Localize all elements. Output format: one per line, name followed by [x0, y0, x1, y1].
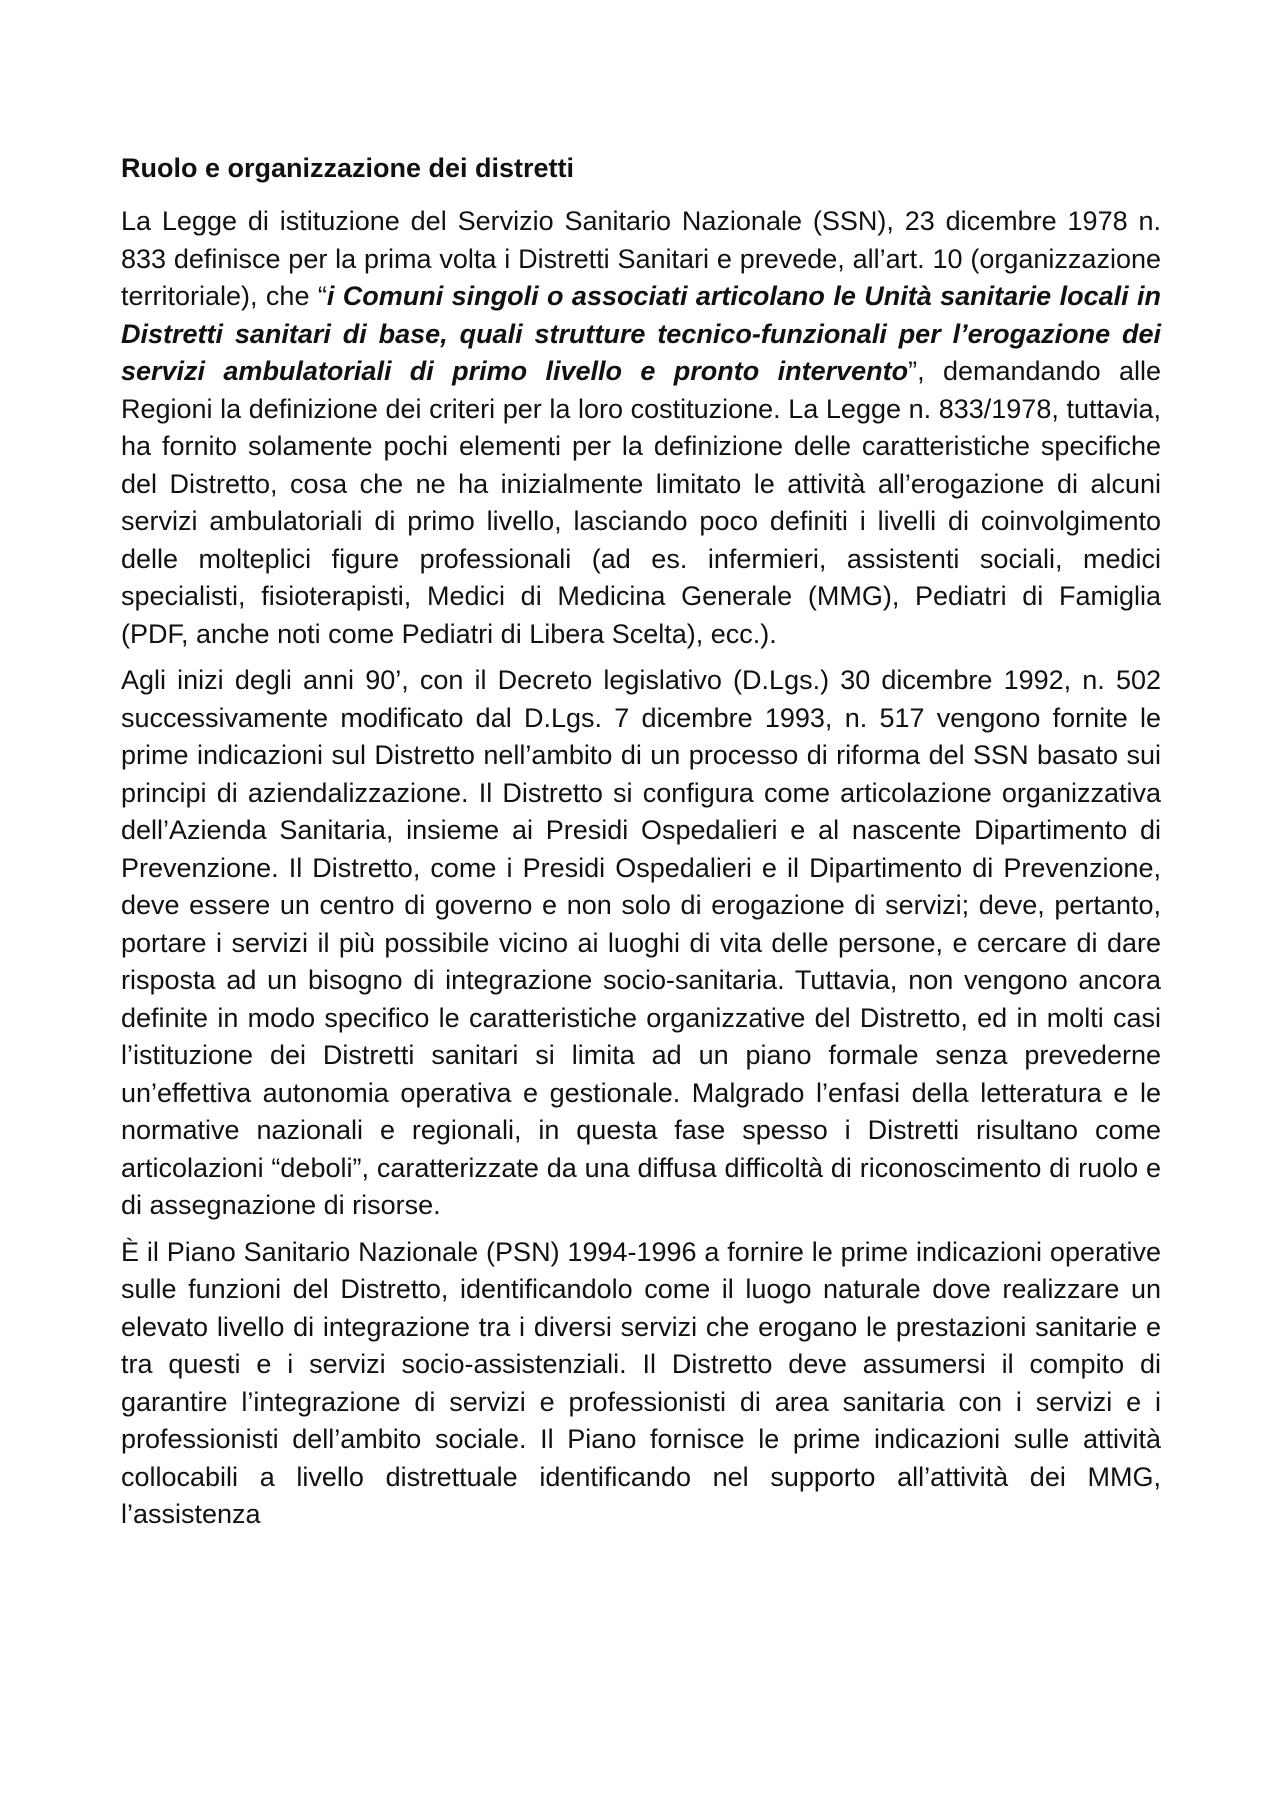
document-body	[121, 150, 1161, 1543]
paragraph-1	[121, 203, 1161, 653]
paragraph-1-rest: ”, demandando alle Regioni la definizione dei criteri per la loro costituzione. La Legge n. 833/1978, tuttavia, ha fornito solamente pochi elementi per la definizione delle caratteristiche specifiche del Distretto, cosa che ne ha inizialmente limitato le attività all’erogazione di alcuni servizi ambulatoriali di primo livello, lasciando poco definiti i livelli di coinvolgimento delle molteplici figure professionali (ad es. infermieri, assistenti sociali, medici specialisti, fisioterapisti, Medici di Medicina Generale (MMG), Pediatri di Famiglia (PDF, anche noti come Pediatri di Libera Scelta), ecc.).	[121, 356, 1161, 649]
paragraph-1-intro: La Legge di istituzione del Servizio Sanitario Nazionale (SSN), 23 dicembre 1978 n. 833 definisce per la prima volta i Distretti Sanitari e prevede, all’art. 10 (organizzazione territoriale), che “	[121, 206, 1161, 311]
paragraph-2: Agli inizi degli anni 90’, con il Decreto legislativo (D.Lgs.) 30 dicembre 1992, n. 502 successivamente modificato dal D.Lgs. 7 dicembre 1993, n. 517 vengono fornite le prime indicazioni sul Distretto nell’ambito di un processo di riforma del SSN basato sui principi di aziendalizzazione. Il Distretto si configura come articolazione organizzativa dell’Azienda Sanitaria, insieme ai Presidi Ospedalieri e al nascente Dipartimento di Prevenzione. Il Distretto, come i Presidi Ospedalieri e il Dipartimento di Prevenzione, deve essere un centro di governo e non solo di erogazione di servizi; deve, pertanto, portare i servizi il più possibile vicino ai luoghi di vita delle persone, e cercare di dare risposta ad un bisogno di integrazione socio-sanitaria. Tuttavia, non vengono ancora definite in modo specifico le caratteristiche organizzative del Distretto, ed in molti casi l’istituzione dei Distretti sanitari si limita ad un piano formale senza prevederne un’effettiva autonomia operativa e gestionale. Malgrado l’enfasi della letteratura e le normative nazionali e regionali, in questa fase spesso i Distretti risultano come articolazioni “deboli”, caratterizzate da una diffusa difficoltà di riconoscimento di ruolo e di assegnazione di risorse.	[121, 665, 1161, 1220]
paragraph-3: È il Piano Sanitario Nazionale (PSN) 1994-1996 a fornire le prime indicazioni operative sulle funzioni del Distretto, identificandolo come il luogo naturale dove realizzare un elevato livello di integrazione tra i diversi servizi che erogano le prestazioni sanitarie e tra questi e i servizi socio-assistenziali. Il Distretto deve assumersi il compito di garantire l’integrazione di servizi e professionisti di area sanitaria con i servizi e i professionisti dell’ambito sociale. Il Piano fornisce le prime indicazioni sulle attività collocabili a livello distrettuale identificando nel supporto all’attività dei MMG, l’assistenza	[121, 1236, 1161, 1529]
paragraph-1-quote: i Comuni singoli o associati articolano le Unità sanitarie locali in Distretti sanitari di base, quali strutture tecnico-funzionali per l’erogazione dei servizi ambulatoriali di primo livello e pronto intervento	[121, 281, 1162, 386]
document-title: Ruolo e organizzazione dei distretti	[121, 153, 575, 183]
